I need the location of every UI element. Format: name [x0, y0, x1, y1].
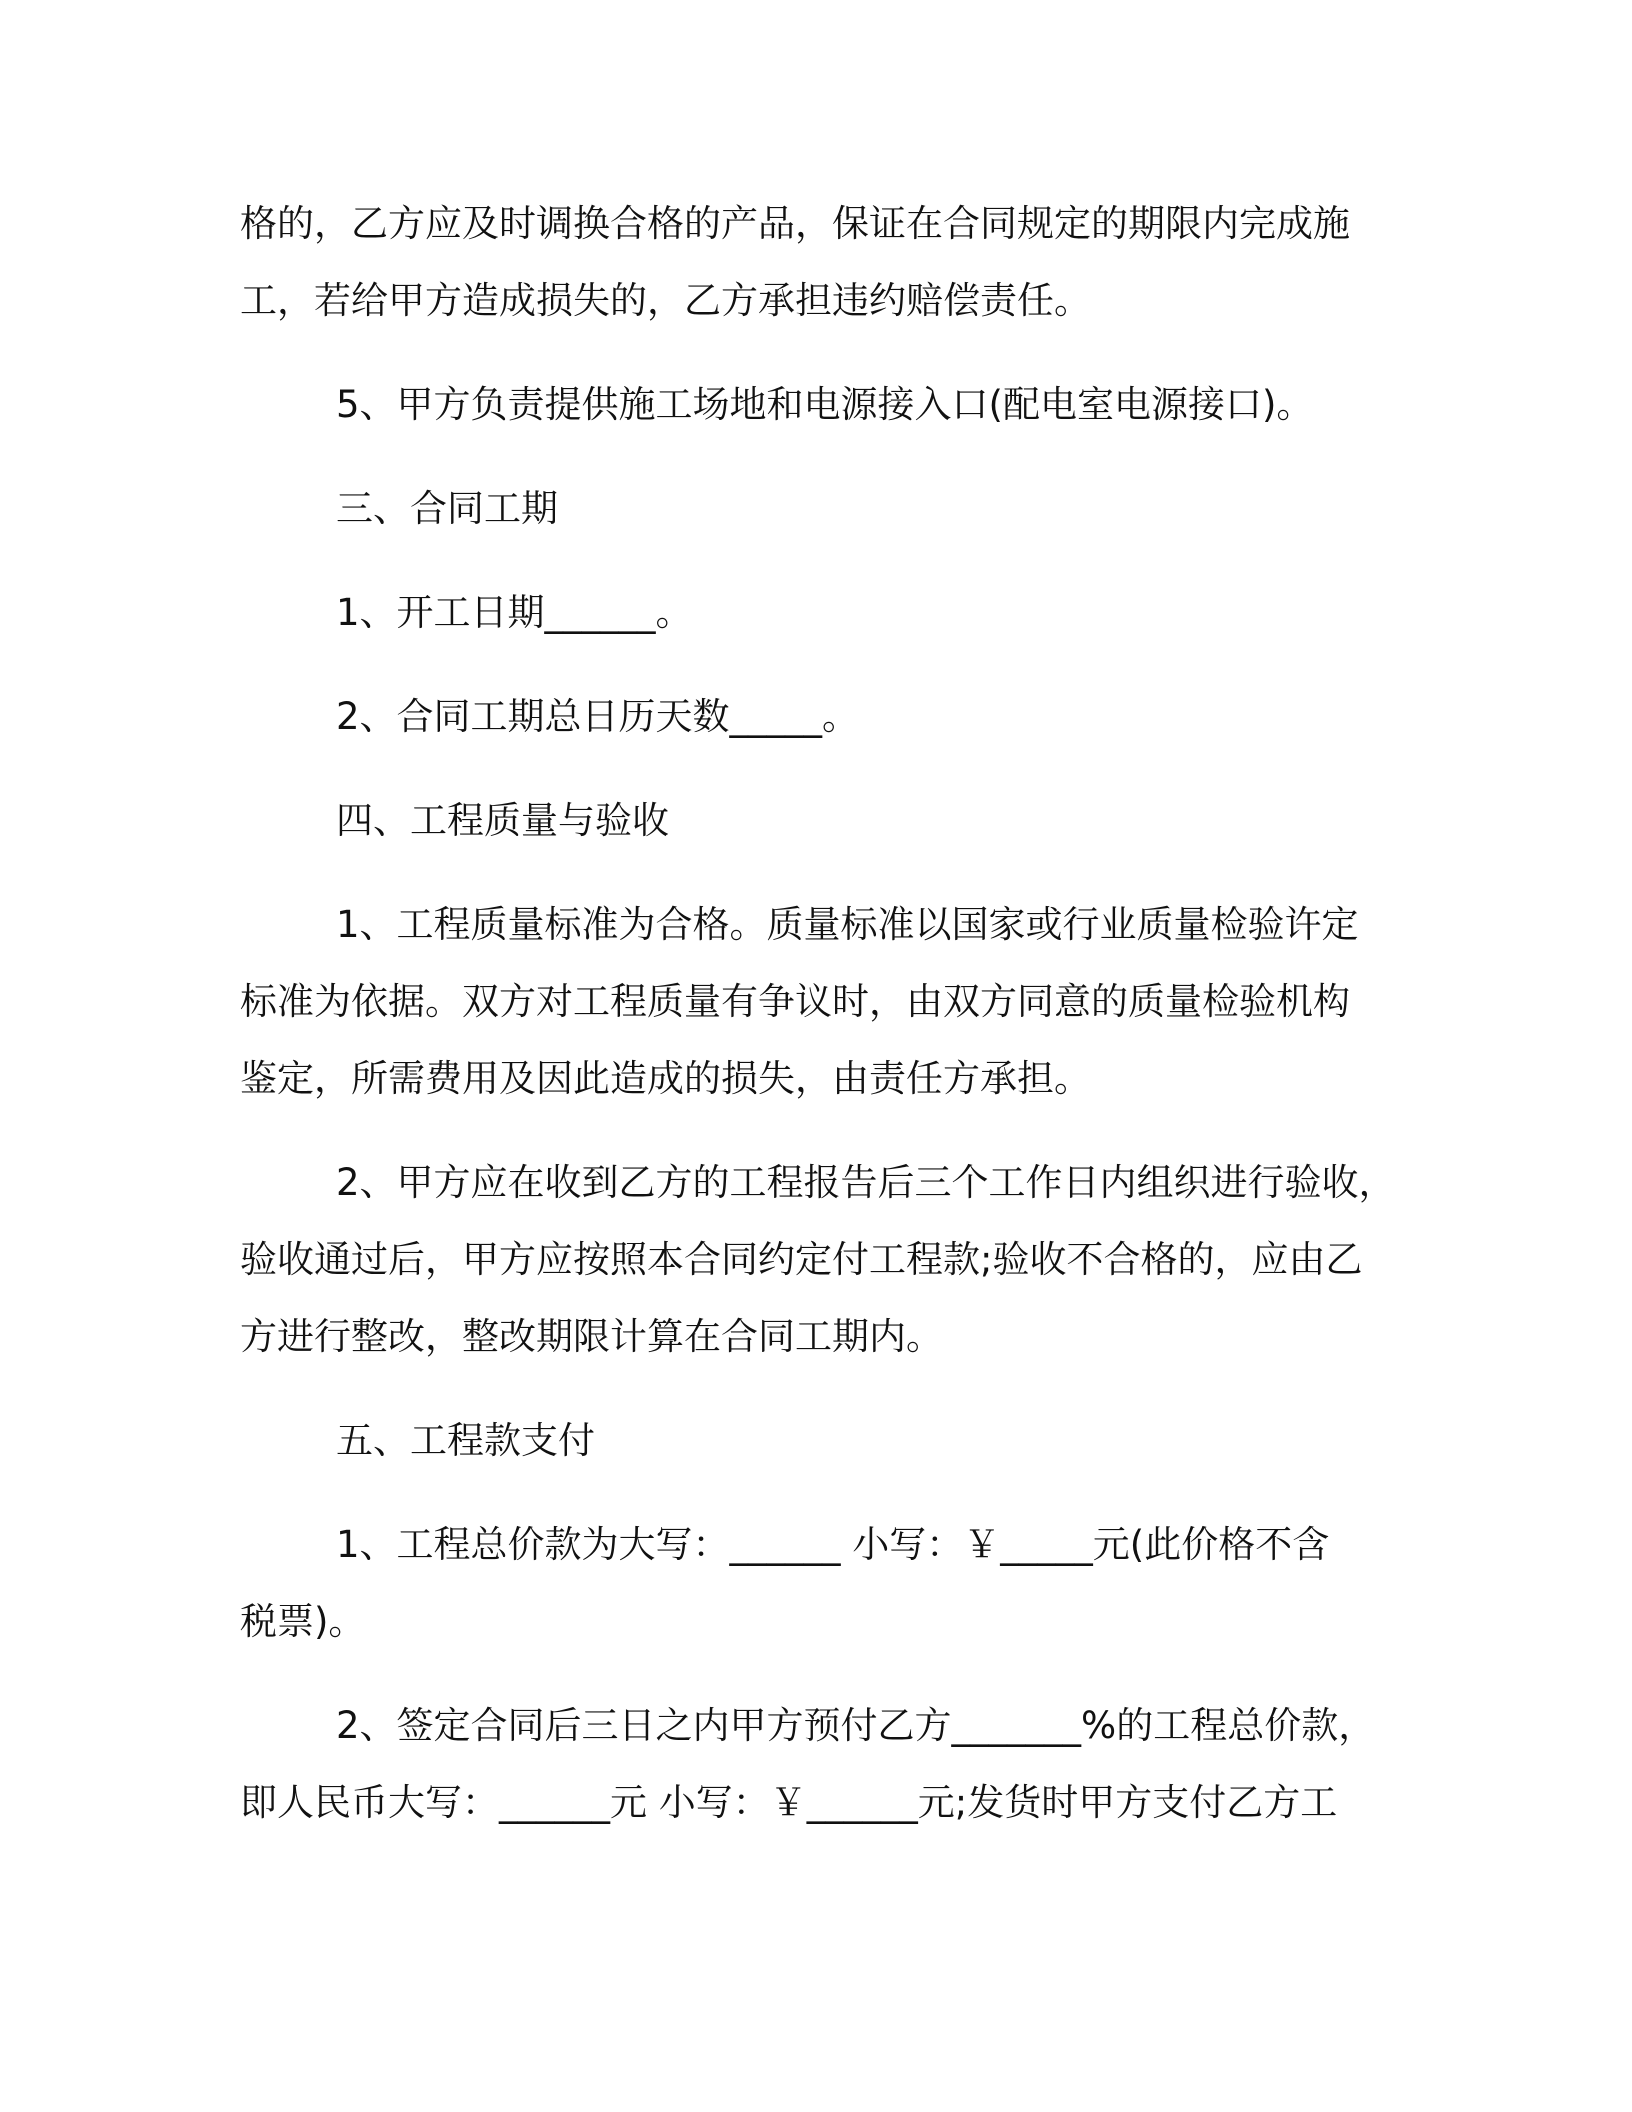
text-line: 2、合同工期总日历天数_____。	[336, 695, 860, 738]
paragraph-total-days	[240, 678, 1385, 755]
text-line: 方进行整改，整改期限计算在合同工期内。	[240, 1315, 943, 1358]
paragraph-acceptance	[240, 1144, 1396, 1375]
paragraph-item-5	[240, 366, 1385, 443]
section-heading-contract-period	[240, 470, 1385, 547]
text-line: 五、工程款支付	[336, 1419, 595, 1462]
text-line: 三、合同工期	[336, 487, 558, 530]
text-line: 标准为依据。双方对工程质量有争议时，由双方同意的质量检验机构	[240, 980, 1350, 1023]
text-line: 格的，乙方应及时调换合格的产品，保证在合同规定的期限内完成施	[240, 202, 1350, 245]
paragraph-quality-standard	[240, 886, 1385, 1117]
paragraph-continuation	[240, 185, 1385, 339]
text-line: 5、甲方负责提供施工场地和电源接入口(配电室电源接口)。	[336, 383, 1314, 426]
section-heading-quality-acceptance	[240, 782, 1385, 859]
text-line: 四、工程质量与验收	[336, 799, 669, 842]
paragraph-advance-payment	[240, 1687, 1385, 1841]
text-line: 验收通过后，甲方应按照本合同约定付工程款;验收不合格的，应由乙	[240, 1238, 1363, 1281]
text-line: 2、签定合同后三日之内甲方预付乙方_______%的工程总价款，	[336, 1704, 1376, 1747]
paragraph-start-date	[240, 574, 1385, 651]
section-heading-payment	[240, 1402, 1385, 1479]
text-line: 1、工程质量标准为合格。质量标准以国家或行业质量检验许定	[336, 903, 1359, 946]
paragraph-total-price	[240, 1506, 1385, 1660]
text-line: 即人民币大写：______元 小写：￥______元;发货时甲方支付乙方工	[240, 1781, 1338, 1824]
text-line: 工，若给甲方造成损失的，乙方承担违约赔偿责任。	[240, 279, 1091, 322]
text-line: 鉴定，所需费用及因此造成的损失，由责任方承担。	[240, 1057, 1091, 1100]
document-body	[240, 185, 1396, 1868]
text-line: 税票)。	[240, 1600, 366, 1643]
text-line: 1、开工日期______。	[336, 591, 693, 634]
text-line: 1、工程总价款为大写：______ 小写：￥_____元(此价格不含	[336, 1523, 1330, 1566]
text-line: 2、甲方应在收到乙方的工程报告后三个工作日内组织进行验收，	[336, 1161, 1396, 1204]
